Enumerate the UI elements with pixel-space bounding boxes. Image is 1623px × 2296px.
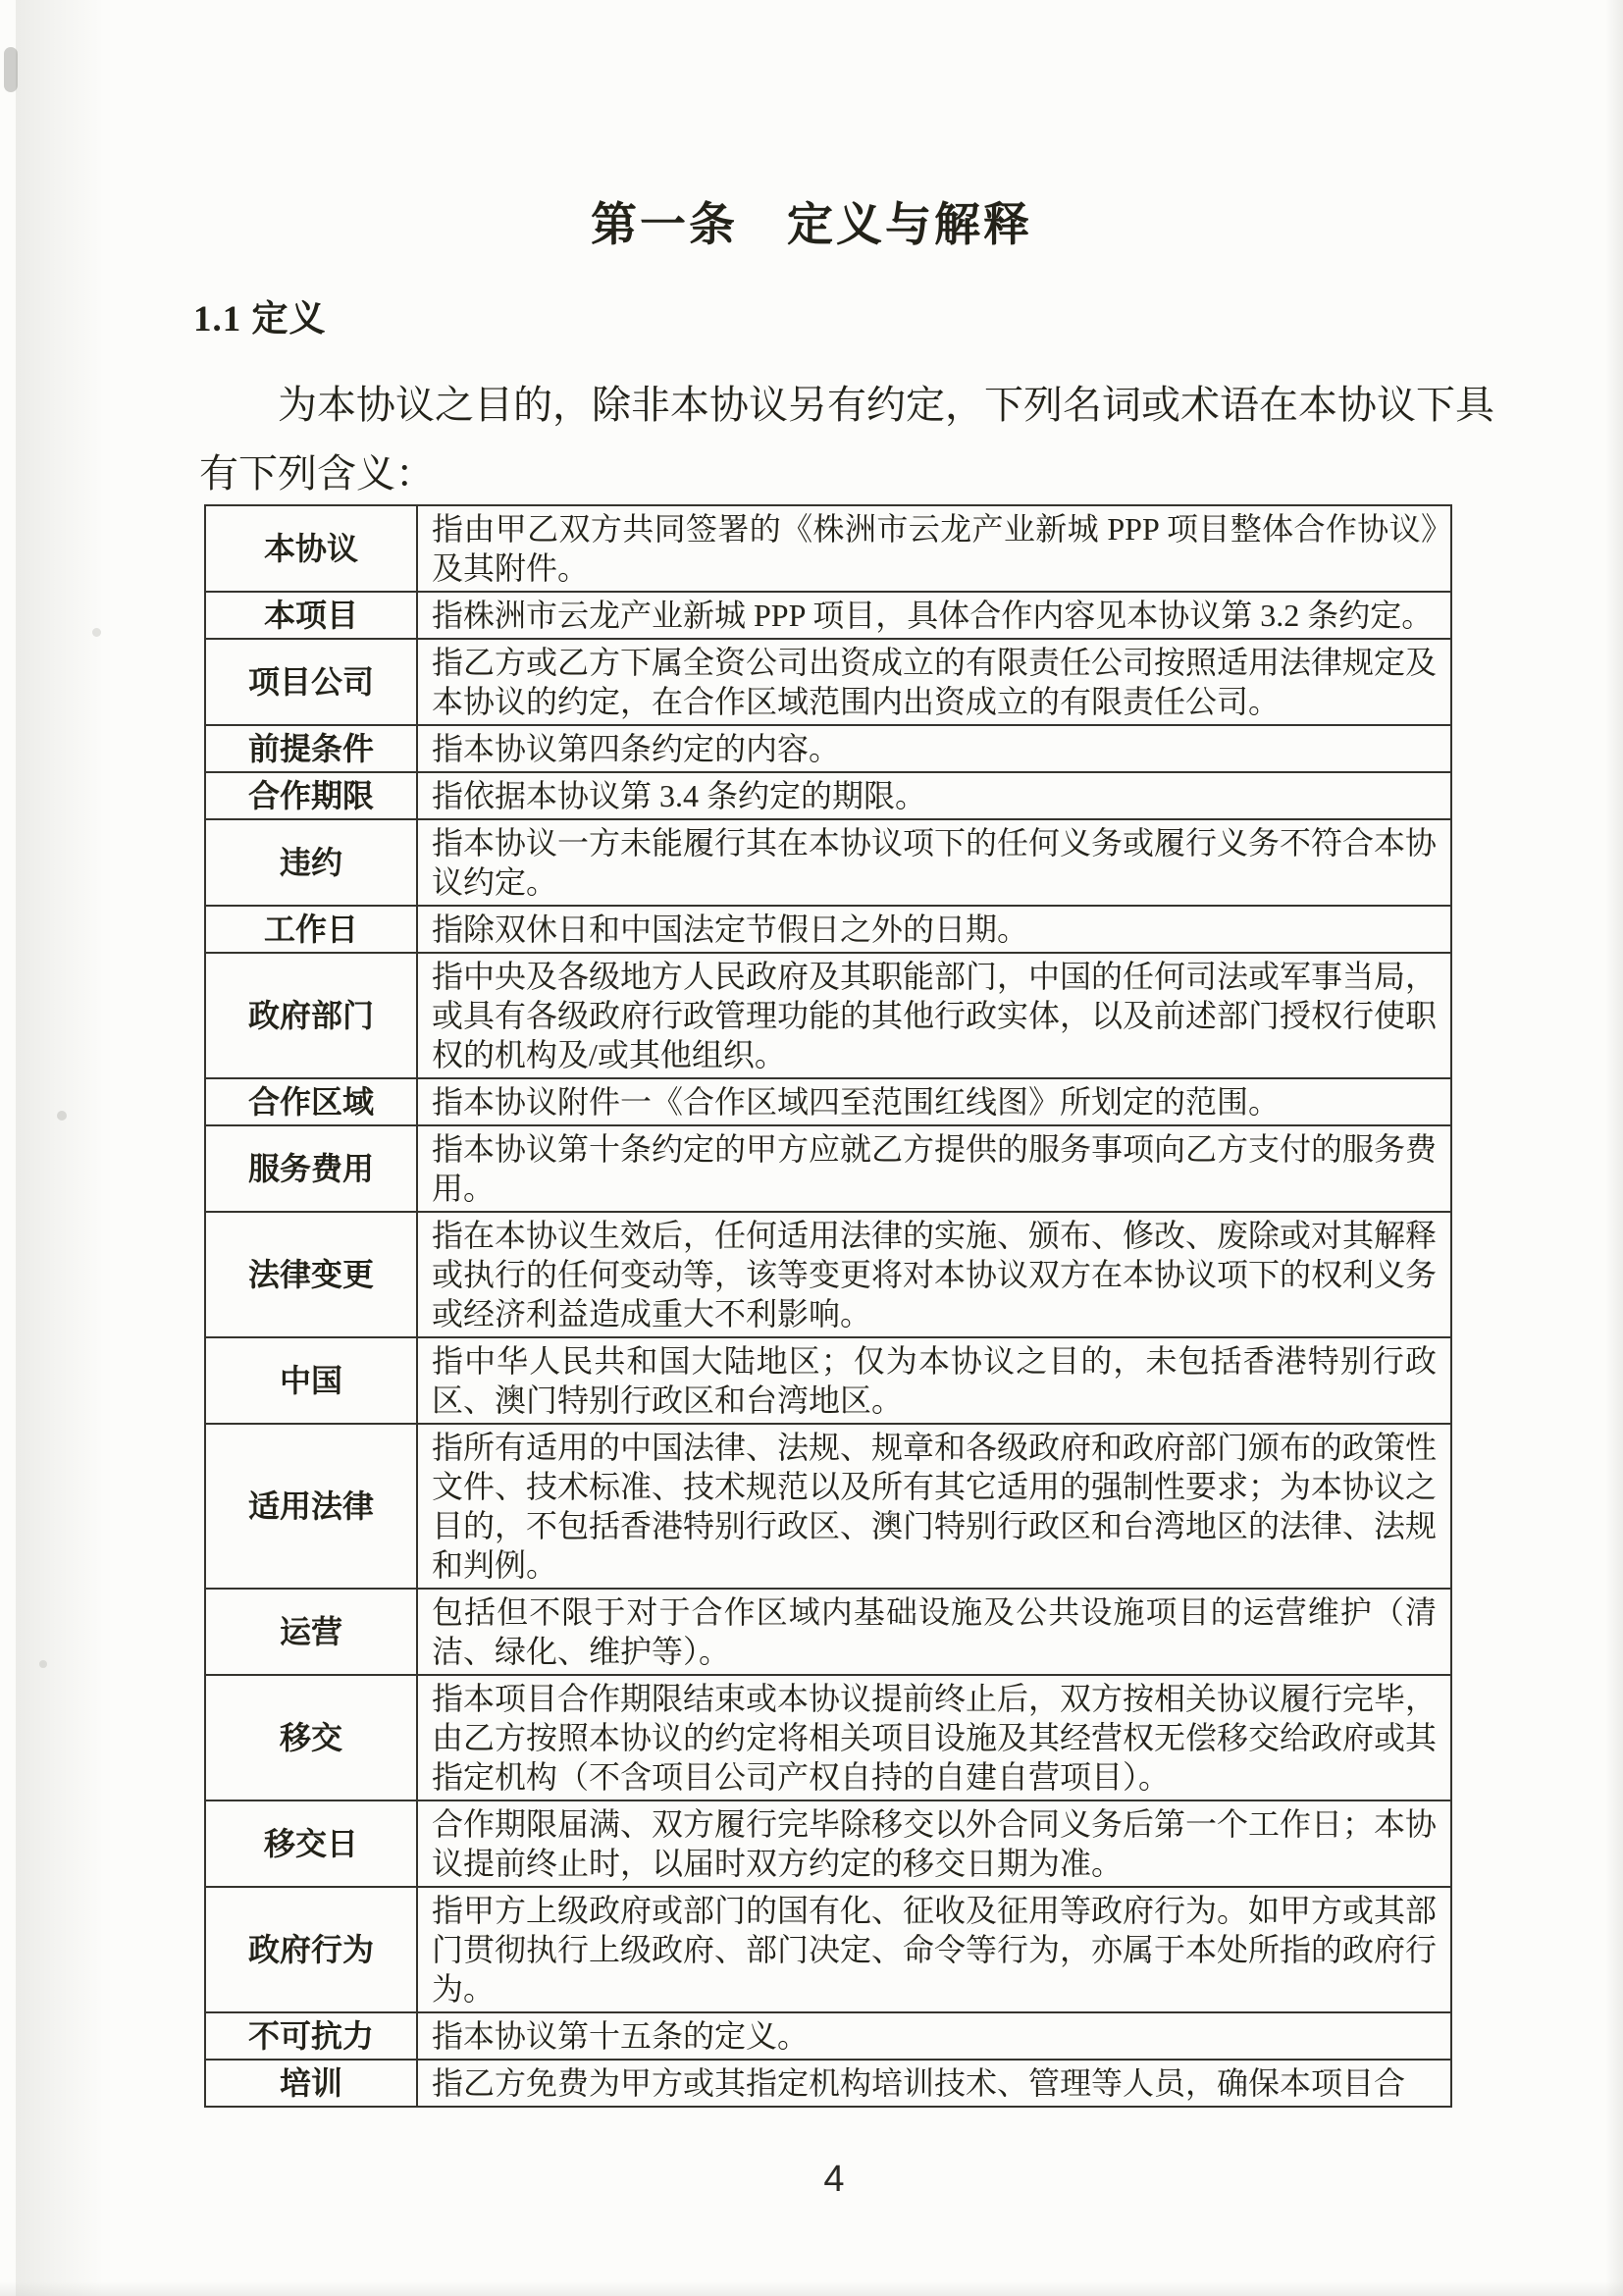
table-row	[205, 505, 1451, 592]
scan-artifact-bottom-band	[0, 2282, 1623, 2296]
definitions-table	[204, 504, 1452, 2108]
definition-cell: 指本协议附件一《合作区域四至范围红线图》所划定的范围。	[417, 1078, 1451, 1125]
page-number: 4	[823, 2159, 845, 2200]
definition-cell: 包括但不限于对于合作区域内基础设施及公共设施项目的运营维护（清洁、绿化、维护等）。	[417, 1589, 1451, 1675]
table-row	[205, 1675, 1451, 1800]
term-cell: 移交	[205, 1675, 417, 1800]
term-cell: 移交日	[205, 1800, 417, 1887]
definition-cell: 指由甲乙双方共同签署的《株洲市云龙产业新城 PPP 项目整体合作协议》及其附件。	[417, 505, 1451, 592]
table-row	[205, 725, 1451, 772]
definition-cell: 指甲方上级政府或部门的国有化、征收及征用等政府行为。如甲方或其部门贯彻执行上级政府、部门决定、命令等行为，亦属于本处所指的政府行为。	[417, 1887, 1451, 2012]
definition-cell: 指本协议一方未能履行其在本协议项下的任何义务或履行义务不符合本协议约定。	[417, 819, 1451, 906]
intro-line-2: 有下列含义：	[199, 451, 435, 496]
intro-paragraph	[199, 371, 1504, 508]
scan-artifact-right-band	[1605, 0, 1623, 2296]
definition-cell: 指中华人民共和国大陆地区；仅为本协议之目的，未包括香港特别行政区、澳门特别行政区和台湾地区。	[417, 1337, 1451, 1424]
term-cell: 培训	[205, 2060, 417, 2107]
definition-cell: 指本协议第四条约定的内容。	[417, 725, 1451, 772]
table-row	[205, 1337, 1451, 1424]
scan-artifact-speck	[39, 1660, 47, 1668]
definition-cell: 指乙方免费为甲方或其指定机构培训技术、管理等人员，确保本项目合	[417, 2060, 1451, 2107]
table-row	[205, 1424, 1451, 1589]
definition-cell: 指中央及各级地方人民政府及其职能部门，中国的任何司法或军事当局，或具有各级政府行政管理功能的其他行政实体，以及前述部门授权行使职权的机构及/或其他组织。	[417, 953, 1451, 1078]
definitions-table-body	[205, 505, 1451, 2107]
table-row	[205, 1125, 1451, 1212]
term-cell: 运营	[205, 1589, 417, 1675]
table-row	[205, 1078, 1451, 1125]
scan-artifact-speck	[4, 47, 18, 92]
term-cell: 前提条件	[205, 725, 417, 772]
table-row	[205, 639, 1451, 725]
term-cell: 政府行为	[205, 1887, 417, 2012]
term-cell: 政府部门	[205, 953, 417, 1078]
table-row	[205, 772, 1451, 819]
term-cell: 工作日	[205, 906, 417, 953]
intro-line-1: 为本协议之目的，除非本协议另有约定，下列名词或术语在本协议下具	[278, 383, 1494, 427]
chapter-title: 第一条 定义与解释	[591, 200, 1032, 251]
term-cell: 本协议	[205, 505, 417, 592]
scan-artifact-left-band	[16, 0, 104, 2296]
table-row	[205, 2060, 1451, 2107]
definition-cell: 指株洲市云龙产业新城 PPP 项目，具体合作内容见本协议第 3.2 条约定。	[417, 592, 1451, 639]
table-row	[205, 819, 1451, 906]
definition-cell: 指依据本协议第 3.4 条约定的期限。	[417, 772, 1451, 819]
table-row	[205, 953, 1451, 1078]
table-row	[205, 1887, 1451, 2012]
definition-cell: 指所有适用的中国法律、法规、规章和各级政府和政府部门颁布的政策性文件、技术标准、技术规范以及所有其它适用的强制性要求；为本协议之目的，不包括香港特别行政区、澳门特别行政区和台湾地区的法律、法规和判例。	[417, 1424, 1451, 1589]
term-cell: 项目公司	[205, 639, 417, 725]
term-cell: 不可抗力	[205, 2012, 417, 2060]
table-row	[205, 2012, 1451, 2060]
table-row	[205, 1589, 1451, 1675]
section-heading: 1.1 定义	[193, 299, 327, 339]
definition-cell: 指本协议第十五条的定义。	[417, 2012, 1451, 2060]
term-cell: 法律变更	[205, 1212, 417, 1337]
table-row	[205, 906, 1451, 953]
table-row	[205, 592, 1451, 639]
definition-cell: 指本项目合作期限结束或本协议提前终止后，双方按相关协议履行完毕，由乙方按照本协议的约定将相关项目设施及其经营权无偿移交给政府或其指定机构（不含项目公司产权自持的自建自营项目）。	[417, 1675, 1451, 1800]
table-row	[205, 1800, 1451, 1887]
scan-artifact-speck	[92, 628, 101, 637]
table-row	[205, 1212, 1451, 1337]
definition-cell: 指在本协议生效后，任何适用法律的实施、颁布、修改、废除或对其解释或执行的任何变动等，该等变更将对本协议双方在本协议项下的权利义务或经济利益造成重大不利影响。	[417, 1212, 1451, 1337]
definition-cell: 指乙方或乙方下属全资公司出资成立的有限责任公司按照适用法律规定及本协议的约定，在合作区域范围内出资成立的有限责任公司。	[417, 639, 1451, 725]
scan-artifact-speck	[57, 1111, 67, 1121]
term-cell: 中国	[205, 1337, 417, 1424]
term-cell: 服务费用	[205, 1125, 417, 1212]
definition-cell: 合作期限届满、双方履行完毕除移交以外合同义务后第一个工作日；本协议提前终止时，以届时双方约定的移交日期为准。	[417, 1800, 1451, 1887]
term-cell: 合作期限	[205, 772, 417, 819]
definition-cell: 指本协议第十条约定的甲方应就乙方提供的服务事项向乙方支付的服务费用。	[417, 1125, 1451, 1212]
term-cell: 适用法律	[205, 1424, 417, 1589]
term-cell: 违约	[205, 819, 417, 906]
term-cell: 本项目	[205, 592, 417, 639]
definition-cell: 指除双休日和中国法定节假日之外的日期。	[417, 906, 1451, 953]
term-cell: 合作区域	[205, 1078, 417, 1125]
